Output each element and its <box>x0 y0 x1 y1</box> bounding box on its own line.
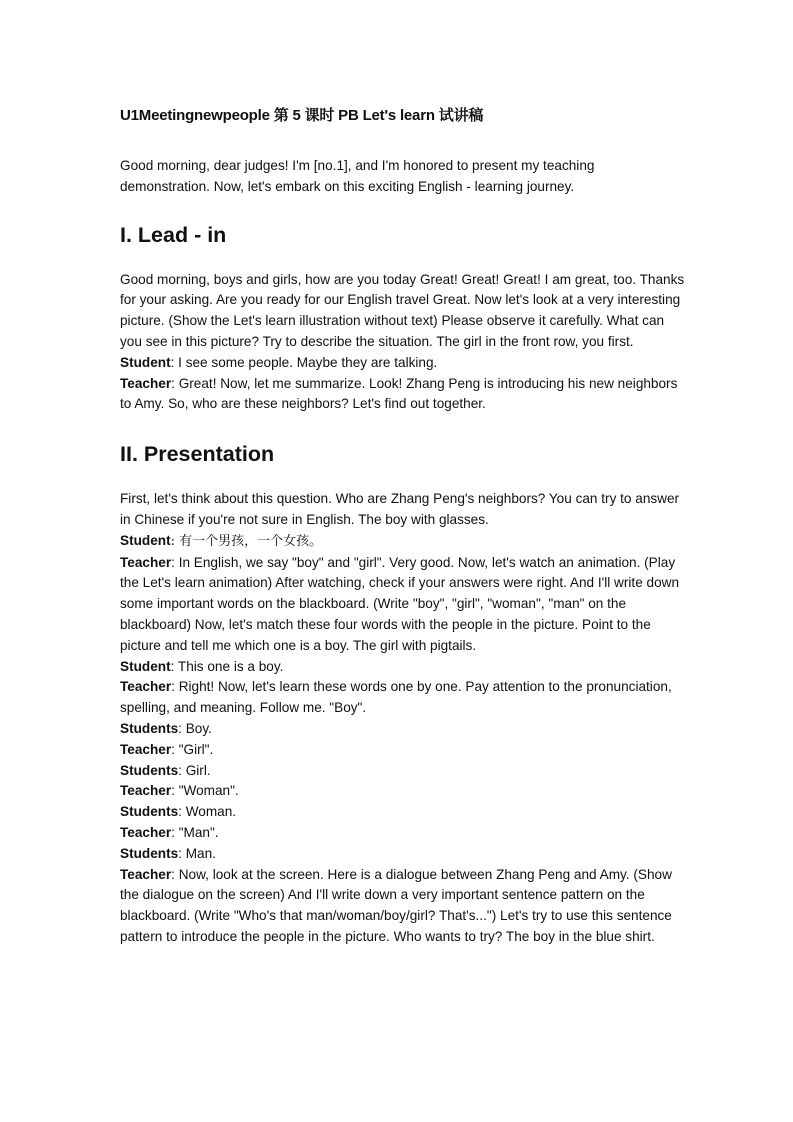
speaker-label: Students <box>120 845 179 861</box>
dialogue-line <box>120 781 685 802</box>
speaker-label: Teacher <box>120 824 172 840</box>
section-lead-in <box>120 220 685 416</box>
speaker-label: Teacher <box>120 783 172 799</box>
speaker-label: Teacher <box>120 741 172 757</box>
dialogue-text: : Great! Now, let me summarize. Look! Zhang Peng is introducing his new neighbors to Amy. So, who are these neighbors? Let's find out together. <box>120 375 678 412</box>
speaker-label: Teacher <box>120 554 172 570</box>
dialogue-text: : "Man". <box>171 824 219 840</box>
dialogue-line <box>120 677 685 719</box>
document-page <box>120 104 685 966</box>
dialogue-line <box>120 353 685 374</box>
speaker-label: Teacher <box>120 866 172 882</box>
dialogue-text: : Man. <box>178 845 216 861</box>
narration-paragraph: First, let's think about this question. Who are Zhang Peng's neighbors? You can try to answer in Chinese if you're not sure in English. The boy with glasses. <box>120 491 680 527</box>
speaker-label: Students <box>120 762 179 778</box>
dialogue-line <box>120 719 685 740</box>
document-title: U1Meetingnewpeople 第 5 课时 PB Let's learn 试讲稿 <box>120 107 484 124</box>
dialogue-text: : I see some people. Maybe they are talking. <box>170 354 438 370</box>
dialogue-line <box>120 844 685 865</box>
narration-paragraph: Good morning, boys and girls, how are you today Great! Great! Great! I am great, too. Thanks for your asking. Are you ready for our English travel Great. Now let's look at a very interesting picture. (Show the Let's learn illustration without text) Please observe it carefully. What can you see in this picture? Try to describe the situation. The girl in the front row, you first. <box>120 271 685 349</box>
dialogue-line <box>120 823 685 844</box>
section-heading: II. Presentation <box>120 442 275 467</box>
speaker-label: Student <box>120 532 171 548</box>
dialogue-text: : Boy. <box>178 720 212 736</box>
dialogue-line <box>120 865 685 948</box>
dialogue-line <box>120 553 685 657</box>
speaker-label: Teacher <box>120 375 172 391</box>
dialogue-text: : Girl. <box>178 762 211 778</box>
section-presentation <box>120 439 685 948</box>
speaker-label: Students <box>120 720 179 736</box>
speaker-label: Teacher <box>120 679 172 695</box>
intro-paragraph: Good morning, dear judges! I'm [no.1], and I'm honored to present my teaching demonstration. Now, let's embark on this exciting English - learning journey. <box>120 158 595 194</box>
dialogue-line <box>120 761 685 782</box>
dialogue-text: : 有一个男孩，一个女孩。 <box>170 533 323 549</box>
dialogue-line <box>120 657 685 678</box>
dialogue-line <box>120 531 685 553</box>
dialogue-text: : Right! Now, let's learn these words one by one. Pay attention to the pronunciation, spelling, and meaning. Follow me. "Boy". <box>120 679 672 716</box>
dialogue-text: : This one is a boy. <box>170 658 284 674</box>
dialogue-text: : "Woman". <box>171 783 239 799</box>
speaker-label: Students <box>120 804 179 820</box>
dialogue-line <box>120 740 685 761</box>
dialogue-line <box>120 374 685 416</box>
dialogue-text: : "Girl". <box>171 741 214 757</box>
dialogue-text: : Now, look at the screen. Here is a dialogue between Zhang Peng and Amy. (Show the dialogue on the screen) And I'll write down a very important sentence pattern on the blackboard. (Write "Who's that man/woman/boy/girl? That's...") Let's try to use this sentence pattern to introduce the people in the picture. Who wants to try? The boy in the blue shirt. <box>120 866 672 944</box>
dialogue-text: : Woman. <box>178 804 237 820</box>
speaker-label: Student <box>120 354 171 370</box>
dialogue-line <box>120 802 685 823</box>
section-heading: I. Lead - in <box>120 222 227 247</box>
speaker-label: Student <box>120 658 171 674</box>
dialogue-text: : In English, we say "boy" and "girl". Very good. Now, let's watch an animation. (Play the Let's learn animation) After watching, check if your answers were right. And I'll write down some important words on the blackboard. (Write "boy", "girl", "woman", "man" on the blackboard) Now, let's match these four words with the people in the picture. Point to the picture and tell me which one is a boy. The girl with pigtails. <box>120 554 680 653</box>
